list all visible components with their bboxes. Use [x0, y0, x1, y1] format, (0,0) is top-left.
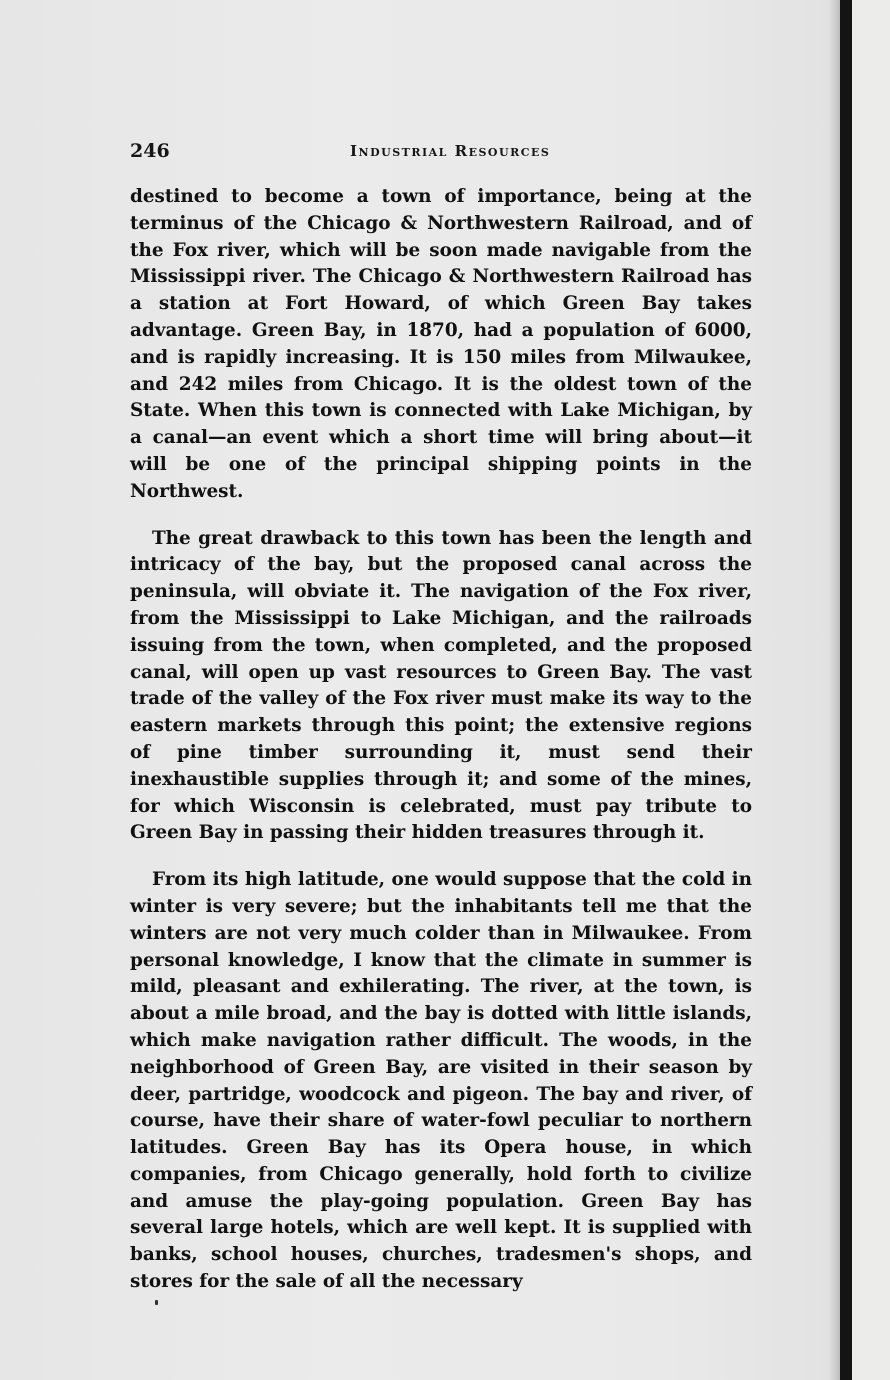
binding-gutter	[840, 0, 852, 1380]
paragraph-climate: From its high latitude, one would suppose that the cold in winter is very severe; but the inhabitants tell me that the winters are not very much colder than in Milwaukee. From personal knowledge, I know that the climate in summer is mild, pleasant and exhilerating. The river, at the town, is about a mile broad, and the bay is dotted with little islands, which make navigation rather difficult. The woods, in the neighborhood of Green Bay, are visited in their season by deer, partridge, woodcock and pigeon. The bay and river, of course, have their share of water-fowl peculiar to northern latitudes. Green Bay has its Opera house, in which companies, from Chicago generally, hold forth to civilize and amuse the play-going population. Green Bay has several large hotels, which are well kept. It is supplied with banks, school houses, churches, tradesmen's shops, and stores for the sale of all the necessary	[130, 869, 752, 1293]
page-header	[130, 140, 752, 168]
paragraph-continuation: destined to become a town of importance, being at the terminus of the Chicago & Northwestern Railroad, and of the Fox river, which will be soon made navigable from the Mississippi river. The Chicago & Northwestern Railroad has a station at Fort Howard, of which Green Bay takes advantage. Green Bay, in 1870, had a population of 6000, and is rapidly increasing. It is 150 miles from Milwaukee, and 242 miles from Chicago. It is the oldest town of the State. When this town is connected with Lake Michigan, by a canal—an event which a short time will bring about—it will be one of the principal shipping points in the Northwest.	[130, 186, 752, 502]
page-number: 246	[130, 140, 170, 162]
body-text	[130, 184, 752, 1296]
ink-speck	[155, 1300, 158, 1305]
paragraph-drawback: The great drawback to this town has been the length and intricacy of the bay, but the proposed canal across the peninsula, will obviate it. The navigation of the Fox river, from the Mississippi to Lake Michigan, and the railroads issuing from the town, when completed, and the proposed canal, will open up vast resources to Green Bay. The vast trade of the valley of the Fox river must make its way to the eastern markets through this point; the extensive regions of pine timber surrounding it, must send their inexhaustible supplies through it; and some of the mines, for which Wisconsin is celebrated, must pay tribute to Green Bay in passing their hidden treasures through it.	[130, 527, 752, 844]
adjacent-page-edge	[852, 0, 890, 1380]
running-head: Industrial Resources	[350, 142, 551, 160]
page-edge-shadow	[828, 0, 840, 1380]
